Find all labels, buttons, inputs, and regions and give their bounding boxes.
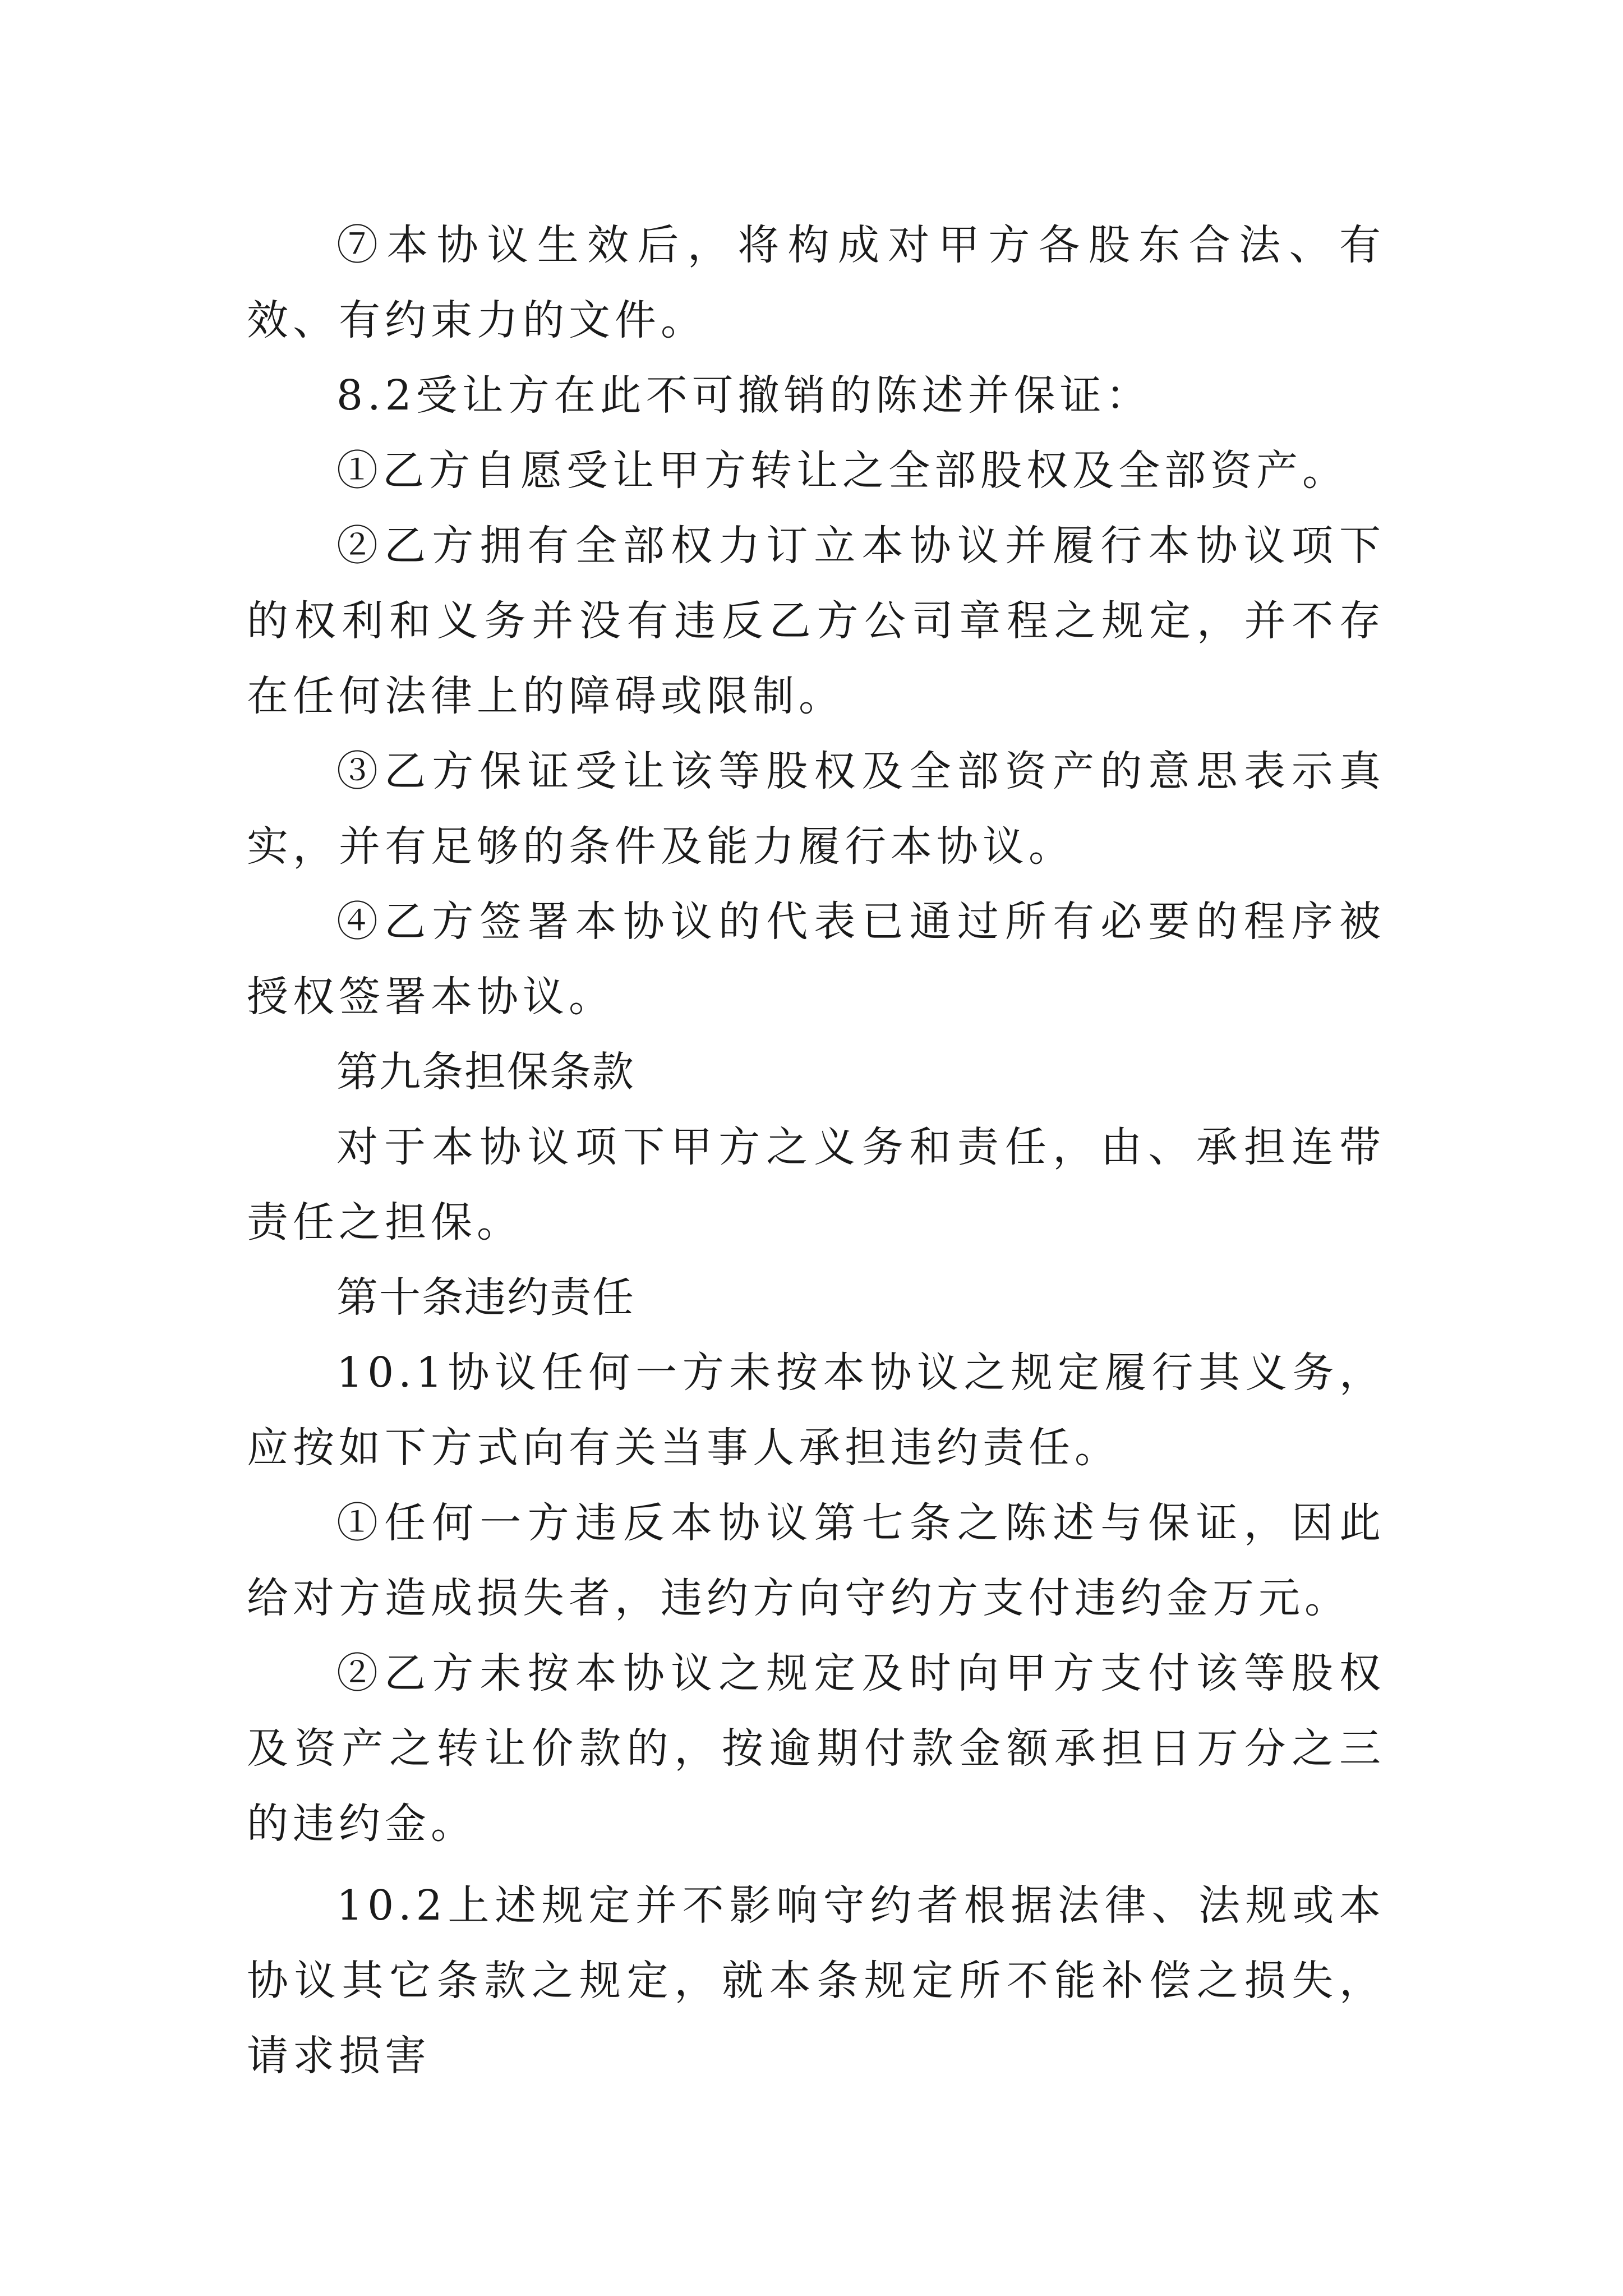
document-body (247, 208, 1385, 2093)
clause-8-2-item-2: ②乙方拥有全部权力订立本协议并履行本协议项下的权利和义务并没有违反乙方公司章程之规定，并不存在任何法律上的障碍或限制。 (247, 522, 1385, 720)
article-9-body: 对于本协议项下甲方之义务和责任，由、承担连带责任之担保。 (247, 1123, 1385, 1246)
clause-10-1-item-2: ②乙方未按本协议之规定及时向甲方支付该等股权及资产之转让价款的，按逾期付款金额承担日万分之三的违约金。 (247, 1649, 1385, 1848)
clause-10-2: 10.2上述规定并不影响守约者根据法律、法规或本协议其它条款之规定，就本条规定所不能补偿之损失，请求损害 (247, 1881, 1385, 2080)
clause-8-1-item-7: ⑦本协议生效后，将构成对甲方各股东合法、有效、有约束力的文件。 (247, 221, 1385, 344)
article-10-heading: 第十条违约责任 (336, 1273, 635, 1322)
article-9-heading: 第九条担保条款 (336, 1048, 635, 1096)
clause-8-2-item-1: ①乙方自愿受让甲方转让之全部股权及全部资产。 (336, 447, 1348, 495)
clause-8-2-item-3: ③乙方保证受让该等股权及全部资产的意思表示真实，并有足够的条件及能力履行本协议。 (247, 747, 1385, 871)
clause-8-2-intro: 8.2受让方在此不可撤销的陈述并保证： (336, 371, 1152, 420)
clause-8-2-item-4: ④乙方签署本协议的代表已通过所有必要的程序被授权签署本协议。 (247, 898, 1385, 1021)
clause-10-1-item-1: ①任何一方违反本协议第七条之陈述与保证，因此给对方造成损失者，违约方向守约方支付违约金万元。 (247, 1499, 1385, 1622)
clause-10-1-intro: 10.1协议任何一方未按本协议之规定履行其义务，应按如下方式向有关当事人承担违约责任。 (247, 1349, 1385, 1472)
